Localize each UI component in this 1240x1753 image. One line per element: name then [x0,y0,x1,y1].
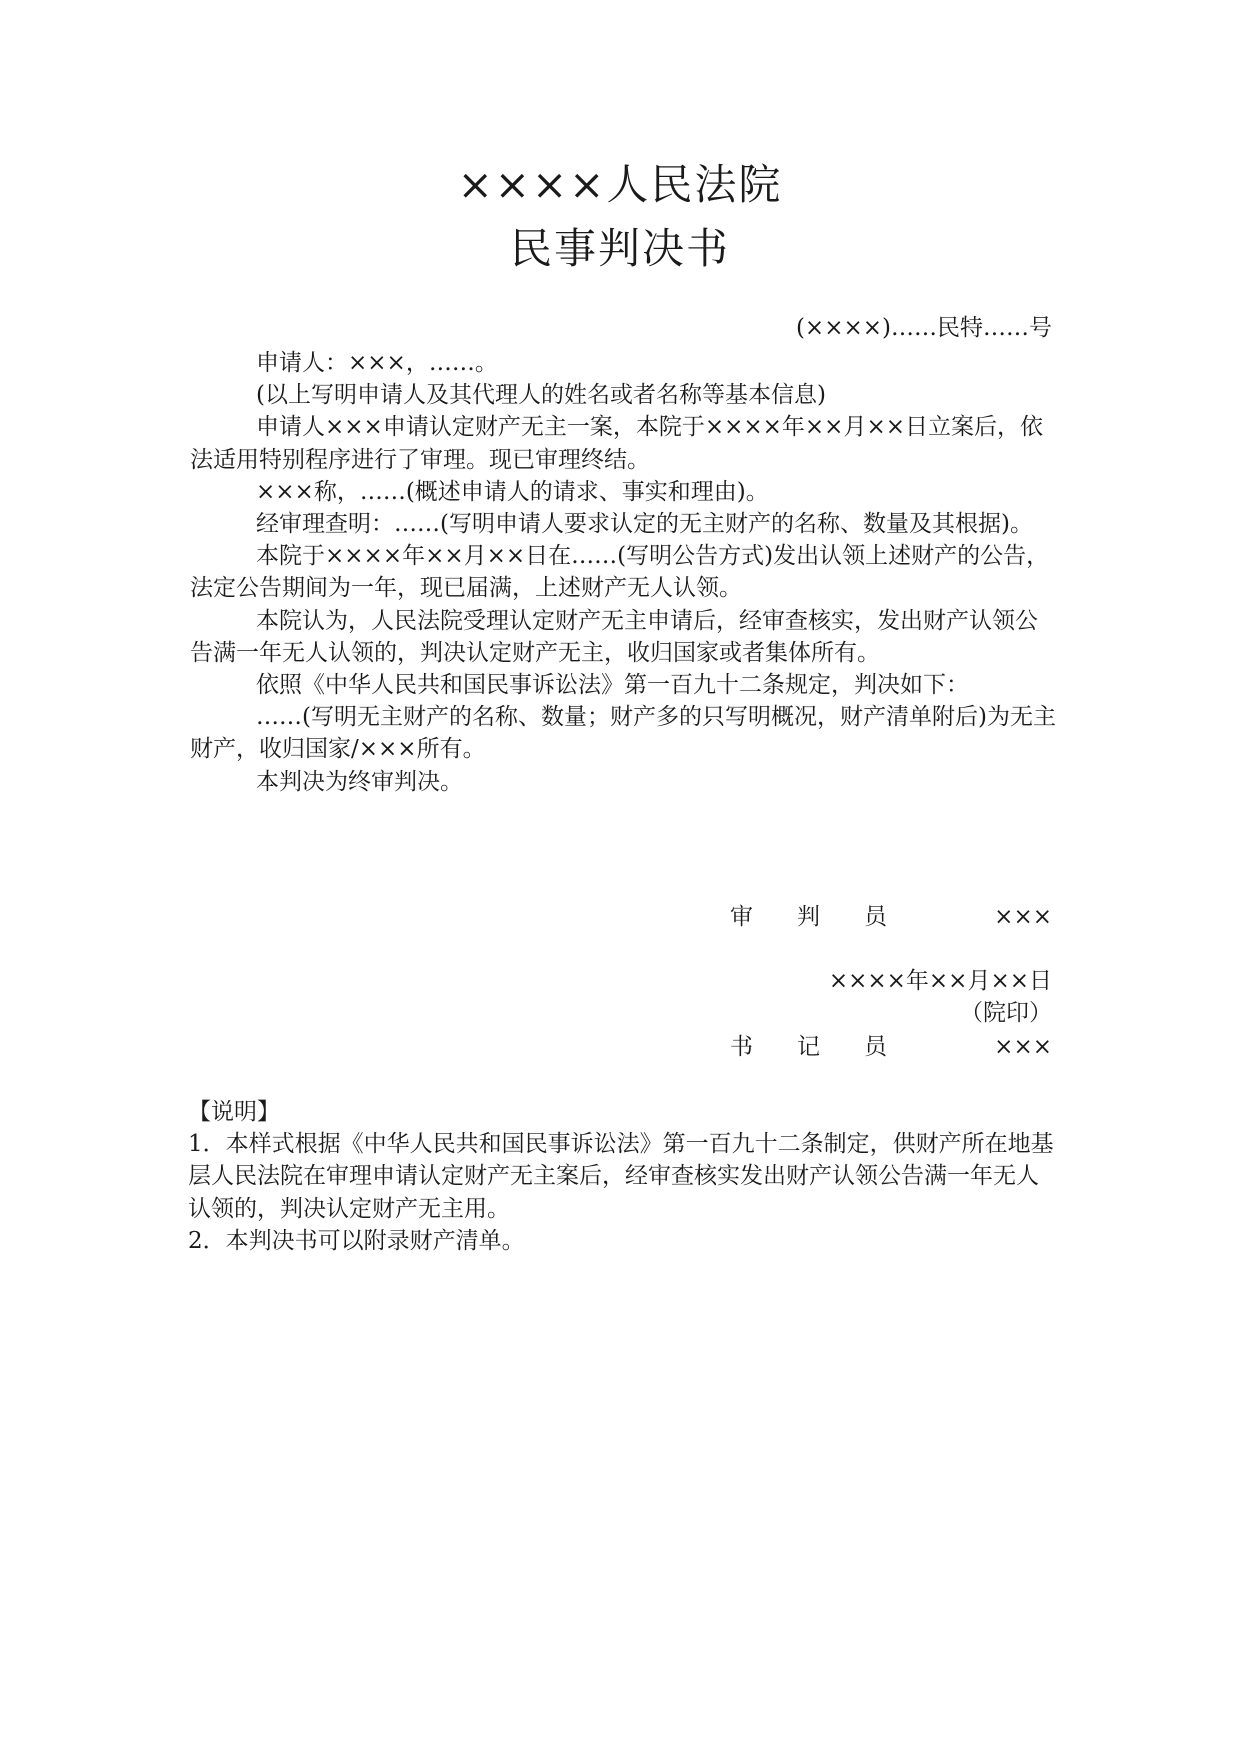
paragraph-case-filing: 申请人×××申请认定财产无主一案，本院于××××年××月××日立案后，依法适用特别程序进行了审理。现已审理终结。 [190,414,1043,473]
notes-section [188,1096,1058,1257]
clerk-name: ××× [994,1034,1052,1060]
judge-name: ××× [994,904,1052,930]
court-seal: （院印） [960,1000,1052,1026]
paragraph-findings: 经审理查明：……(写明申请人要求认定的无主财产的名称、数量及其根据)。 [256,511,1033,538]
paragraph-court-opinion: 本院认为，人民法院受理认定财产无主申请后，经审查核实，发出财产认领公告满一年无人认领的，判决认定财产无主，收归国家或者集体所有。 [190,607,1038,666]
paragraph-applicant: 申请人：×××，……。 [256,350,498,376]
notes-item: 1．本样式根据《中华人民共和国民事诉讼法》第一百九十二条制定，供财产所在地基层人民法院在审理申请认定财产无主案后，经审查核实发出财产认领公告满一年无人认领的，判决认定财产无主用。 [188,1131,1054,1222]
paragraph-judgment: ……(写明无主财产的名称、数量；财产多的只写明概况，财产清单附后)为无主财产，收归国家/×××所有。 [190,704,1056,763]
judgment-date: ××××年××月××日 [828,968,1052,994]
clerk-label: 书 记 员 [730,1034,887,1060]
document-title: 民事判决书 [509,224,730,273]
notes-item: 2．本判决书可以附录财产清单。 [188,1227,525,1254]
court-name: ××××人民法院 [457,160,783,209]
paragraph-applicant-note: (以上写明申请人及其代理人的姓名或者名称等基本信息) [256,382,826,409]
case-number: (××××)……民特……号 [795,315,1052,341]
paragraph-claims: ×××称，……(概述申请人的请求、事实和理由)。 [256,478,769,505]
judge-label: 审 判 员 [730,904,887,930]
judgment-body [190,347,1056,798]
paragraph-finality: 本判决为终审判决。 [256,768,463,795]
notes-heading: 【说明】 [188,1099,280,1125]
paragraph-announcement: 本院于××××年××月××日在……(写明公告方式)发出认领上述财产的公告，法定公告期间为一年，现已届满，上述财产无人认领。 [190,543,1050,602]
paragraph-legal-basis: 依照《中华人民共和国民事诉讼法》第一百九十二条规定，判决如下： [256,672,969,699]
